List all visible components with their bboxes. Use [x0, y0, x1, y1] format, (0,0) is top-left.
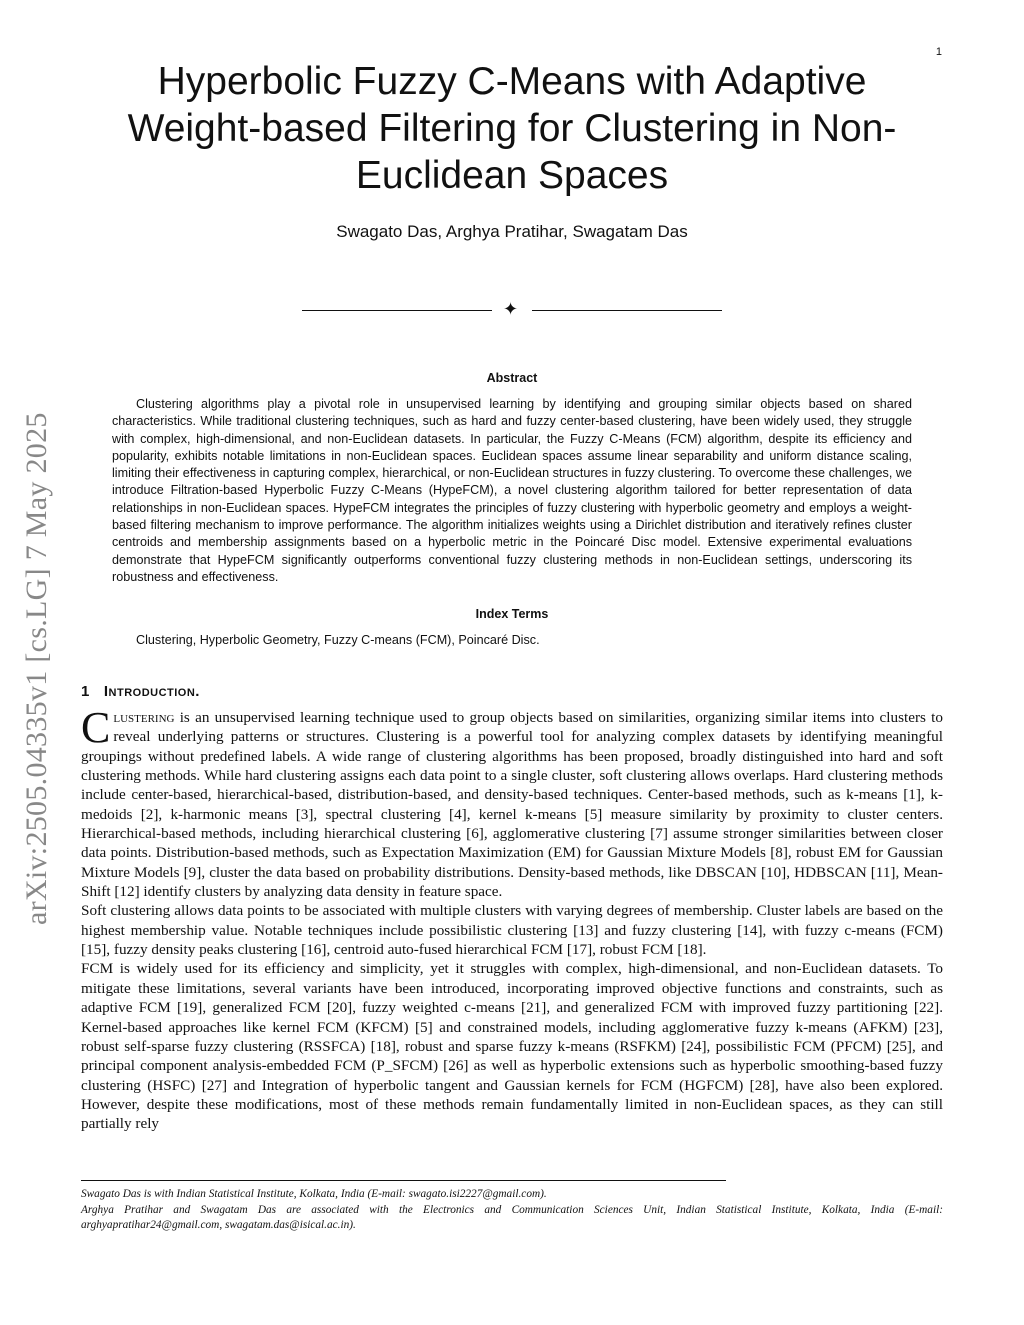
abstract-text: Clustering algorithms play a pivotal role in unsupervised learning by identifying and grouping similar objects based on shared characteristics. While traditional clustering techniques, such as hard and fuzzy center-based clustering, have been widely used, they struggle with complex, high-dimensional, and non-Euclidean datasets. In particular, the Fuzzy C-Means (FCM) algorithm, despite its efficiency and popularity, exhibits notable limitations in non-Euclidean spaces. Euclidean spaces assume linear separability and uniform distance scaling, limiting their effectiveness in capturing complex, hierarchical, or non-Euclidean structures in fuzzy clustering. To overcome these challenges, we introduce Filtration-based Hyperbolic Fuzzy C-Means (HypeFCM), a novel clustering algorithm tailored for better representation of data relationships in non-Euclidean spaces. HypeFCM integrates the principles of fuzzy clustering with hyperbolic geometry and employs a weight-based filtering mechanism to improve performance. The algorithm initializes weights using a Dirichlet distribution and iteratively refines cluster centroids and membership assignments based on a hyperbolic metric in the Poincaré Disc model. Extensive experimental evaluations demonstrate that HypeFCM significantly outperforms conventional fuzzy clustering methods in non-Euclidean settings, underscoring its robustness and effectiveness. [112, 397, 912, 584]
section-heading [81, 683, 200, 700]
page-number: 1 [935, 46, 942, 58]
abstract-heading: Abstract [486, 371, 538, 385]
lead-word: lustering [113, 709, 175, 726]
index-terms: Clustering, Hyperbolic Geometry, Fuzzy C-means (FCM), Poincaré Disc. [136, 633, 540, 647]
authors: Swagato Das, Arghya Pratihar, Swagatam Das [336, 222, 688, 241]
section-number: 1 [81, 683, 90, 700]
paragraph-2: Soft clustering allows data points to be associated with multiple clusters with varying degrees of membership. Cluster labels are based on the highest membership value. Notable techniques include possibilistic clustering [13] and fuzzy clustering [14], with fuzzy c-means (FCM) [15], fuzzy density peaks clustering [16], centroid auto-fused hierarchical FCM [17], robust FCM [18]. [81, 902, 943, 959]
footnotes [81, 1187, 943, 1234]
footnote-2: Arghya Pratihar and Swagatam Das are associated with the Electronics and Communication Sciences Unit, Indian Statistical Institute, Kolkata, India (E-mail: arghyapratihar24@gmail.com, swagatam.das@isical.ac.in). [81, 1203, 943, 1231]
paragraph-3: FCM is widely used for its efficiency and simplicity, yet it struggles with complex, high-dimensional, and non-Euclidean datasets. To mitigate these limitations, several variants have been introduced, incorporating improved objective functions and constraints, such as adaptive FCM [19], generalized FCM [20], fuzzy weighted c-means [21], and generalized FCM with improved fuzzy partitioning [22]. Kernel-based approaches like kernel FCM (KFCM) [5] and constrained models, including agglomerative fuzzy k-means (AFKM) [23], robust self-sparse fuzzy clustering (RSSFCA) [18], robust and sparse fuzzy k-means (RSFKM) [24], possibilistic FCM (PFCM) [25], and principal component analysis-embedded FCM (P_SFCM) [26] as well as hyperbolic extensions such as hyperbolic smoothing-based fuzzy clustering (HSFC) [27] and Integration of hyperbolic tangent and Gaussian kernels for FCM (HGFCM) [28], have also been explored. However, despite these modifications, most of these methods remain fundamentally limited in non-Euclidean spaces, as they can still partially rely [81, 960, 943, 1133]
body-text [81, 703, 943, 1134]
index-terms-heading: Index Terms [475, 607, 549, 621]
arxiv-stamp: arXiv:2505.04335v1 [cs.LG] 7 May 2025 [20, 412, 53, 925]
divider-left [302, 310, 492, 311]
paragraph-text: is an unsupervised learning technique used to group objects based on similarities, organizing similar items into clusters to reveal underlying patterns or structures. Clustering is a powerful tool for analyzing complex datasets by identifying meaningful groupings without predefined labels. A wide range of clustering algorithms has been proposed, broadly distinguished into hard and soft clustering methods. While hard clustering assigns each data point to a single cluster, soft clustering allows overlaps. Hard clustering methods include center-based, hierarchical-based, distribution-based, and density-based techniques. Center-based methods, such as k-means [1], k-medoids [2], k-harmonic means [3], spectral clustering [4], kernel k-means [5] measure similarity by proximity to cluster centers. Hierarchical-based methods, including hierarchical clustering [6], agglomerative clustering [7] assume stronger similarities between closer data points. Distribution-based methods, such as Expectation Maximization (EM) for Gaussian Mixture Models [8], robust EM for Gaussian Mixture Models [9], cluster the data based on probability distributions. Density-based methods, like DBSCAN [10], HDBSCAN [11], Mean-Shift [12] identify clusters by analyzing data density in feature space. [81, 709, 943, 901]
footnote-1: Swagato Das is with Indian Statistical Institute, Kolkata, India (E-mail: swagato.isi2227@gmail.com). [81, 1188, 547, 1200]
paper-title: Hyperbolic Fuzzy C-Means with Adaptive Weight-based Filtering for Clustering in Non-Euclidean Spaces [127, 60, 897, 197]
footnote-rule [81, 1180, 726, 1181]
diamond-ornament-icon: ✦ [503, 299, 519, 319]
paragraph-1 [81, 703, 943, 901]
drop-cap: C [81, 703, 111, 752]
divider-right [532, 310, 722, 311]
section-title: Introduction. [103, 683, 200, 700]
